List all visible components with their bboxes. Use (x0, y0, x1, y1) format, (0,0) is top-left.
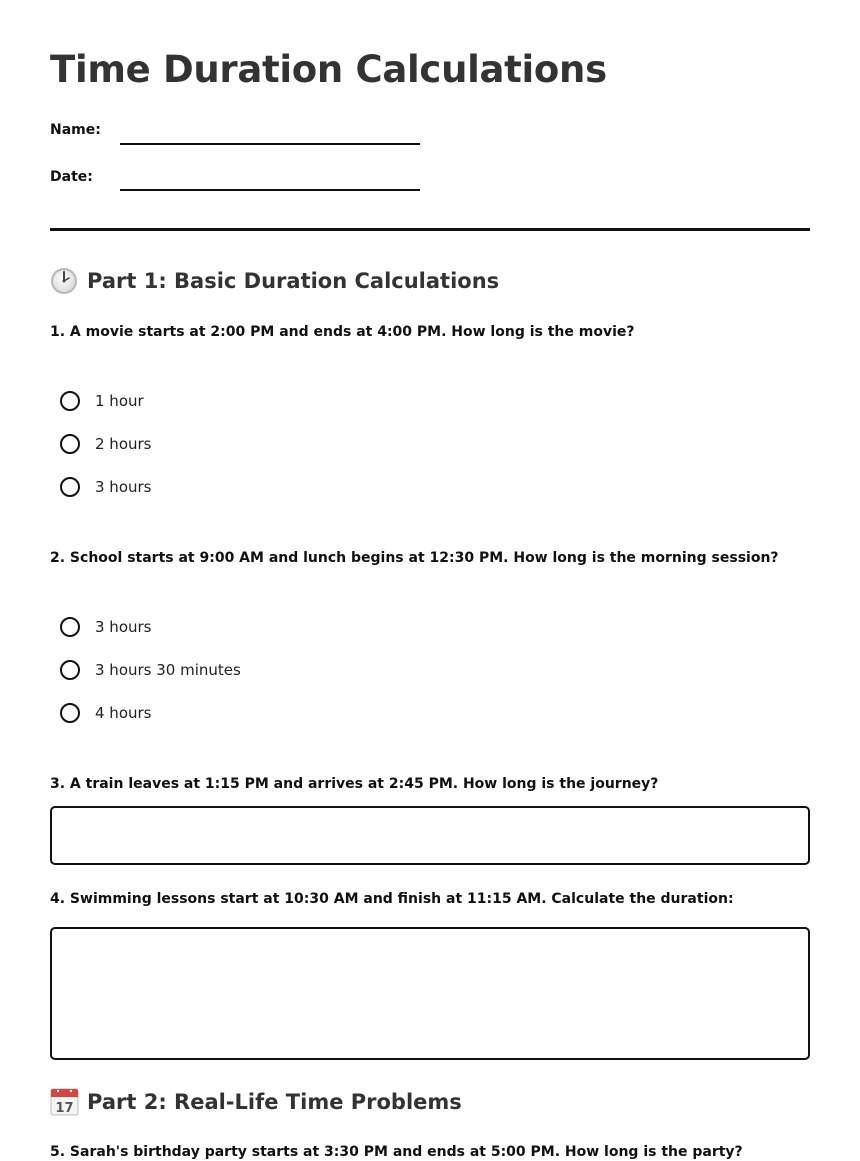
radio-button[interactable] (60, 660, 80, 680)
name-field[interactable] (120, 143, 420, 145)
option-label: 3 hours (95, 618, 152, 636)
date-field[interactable] (120, 189, 420, 191)
question-4: 4. Swimming lessons start at 10:30 AM and finish at 11:15 AM. Calculate the duration: (50, 891, 734, 907)
answer-box-q3[interactable] (50, 806, 810, 865)
question-2: 2. School starts at 9:00 AM and lunch begins at 12:30 PM. How long is the morning session? (50, 550, 779, 566)
section-heading-part1 (50, 267, 499, 295)
answer-box-q4[interactable] (50, 927, 810, 1060)
q2-option-3[interactable] (60, 700, 151, 726)
date-label: Date: (50, 169, 93, 185)
clock-icon (50, 267, 78, 295)
option-label: 4 hours (95, 704, 152, 722)
option-label: 2 hours (95, 435, 152, 453)
section-heading-part2 (50, 1087, 462, 1116)
section-heading-label: Part 2: Real-Life Time Problems (87, 1089, 462, 1114)
section-heading-label: Part 1: Basic Duration Calculations (87, 269, 500, 293)
q2-option-2[interactable] (60, 657, 241, 683)
q2-option-1[interactable] (60, 614, 151, 640)
radio-button[interactable] (60, 617, 80, 637)
option-label: 3 hours 30 minutes (95, 661, 241, 679)
page-title: Time Duration Calculations (50, 48, 607, 91)
header-divider (50, 228, 810, 231)
option-label: 1 hour (95, 392, 144, 410)
question-3: 3. A train leaves at 1:15 PM and arrives at 2:45 PM. How long is the journey? (50, 776, 659, 792)
calendar-day-number: 17 (55, 1101, 74, 1116)
radio-button[interactable] (60, 434, 80, 454)
radio-button[interactable] (60, 477, 80, 497)
question-1: 1. A movie starts at 2:00 PM and ends at 4:00 PM. How long is the movie? (50, 324, 635, 340)
radio-button[interactable] (60, 391, 80, 411)
q1-option-2[interactable] (60, 431, 151, 457)
q1-option-3[interactable] (60, 474, 151, 500)
q1-option-1[interactable] (60, 388, 144, 414)
name-label: Name: (50, 122, 101, 138)
radio-button[interactable] (60, 703, 80, 723)
option-label: 3 hours (95, 478, 152, 496)
calendar-icon (50, 1087, 79, 1116)
question-5: 5. Sarah's birthday party starts at 3:30 PM and ends at 5:00 PM. How long is the party? (50, 1144, 743, 1160)
